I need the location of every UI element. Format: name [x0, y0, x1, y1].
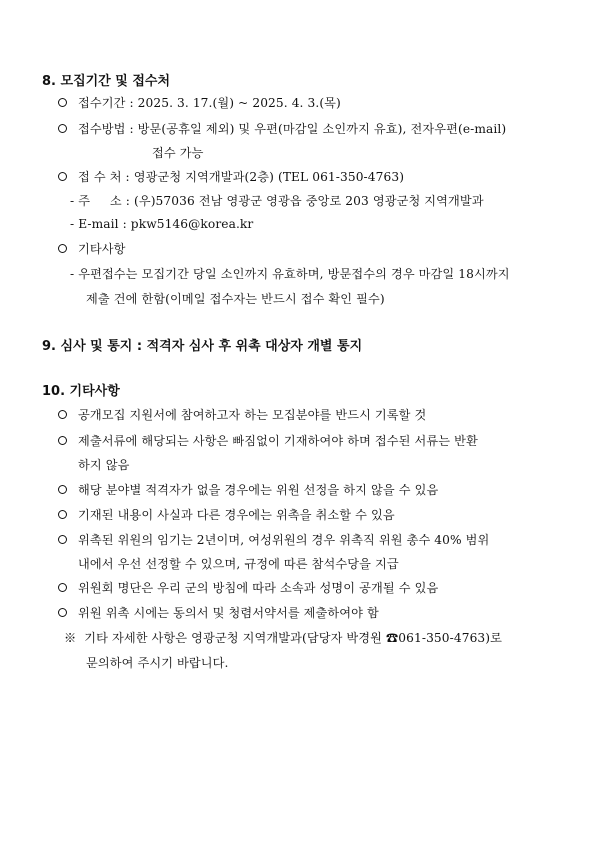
- bullet-icon: [58, 124, 67, 133]
- bullet-icon: [58, 485, 67, 494]
- etc-item-5-line2: 내에서 우선 선정할 수 있으며, 규정에 따른 참석수당을 지급: [78, 557, 399, 571]
- bullet-icon: [58, 608, 67, 617]
- period-text: 접수기간 : 2025. 3. 17.(월) ~ 2025. 4. 3.(목): [78, 96, 341, 110]
- etc-item-1: 공개모집 지원서에 참여하고자 하는 모집분야를 반드시 기록할 것: [78, 408, 427, 422]
- note-line1: ※ 기타 자세한 사항은 영광군청 지역개발과(담당자 박경원 ☎061-350-4763)로: [64, 631, 503, 645]
- bullet-icon: [58, 410, 67, 419]
- etc-item-6: 위원회 명단은 우리 군의 방침에 따라 소속과 성명이 공개될 수 있음: [78, 581, 439, 595]
- bullet-icon: [58, 172, 67, 181]
- etc-item-7: 위원 위촉 시에는 동의서 및 청렴서약서를 제출하여야 함: [78, 606, 379, 620]
- office-text: 접 수 처 : 영광군청 지역개발과(2층) (TEL 061-350-4763): [78, 170, 405, 184]
- method-text-line2: 접수 가능: [152, 146, 204, 160]
- etc-item-3: 해당 분야별 적격자가 없을 경우에는 위원 선정을 하지 않을 수 있음: [78, 483, 439, 497]
- etc-item-4: 기재된 내용이 사실과 다른 경우에는 위촉을 취소할 수 있음: [78, 508, 395, 522]
- etc-item-5-line1: 위촉된 위원의 임기는 2년이며, 여성위원의 경우 위촉직 위원 총수 40% 범위: [78, 533, 490, 547]
- bullet-icon: [58, 436, 67, 445]
- bullet-icon: [58, 583, 67, 592]
- etc-item-2-line2: 하지 않음: [78, 458, 130, 472]
- bullet-icon: [58, 244, 67, 253]
- etc-text-line1: - 우편접수는 모집기간 당일 소인까지 유효하며, 방문접수의 경우 마감일 18시까지: [70, 267, 510, 281]
- email-text: - E-mail : pkw5146@korea.kr: [70, 217, 254, 231]
- section-10-heading: 10. 기타사항: [42, 384, 120, 399]
- section-9-heading: 9. 심사 및 통지 : 적격자 심사 후 위촉 대상자 개별 통지: [42, 339, 363, 354]
- section-8-heading: 8. 모집기간 및 접수처: [42, 74, 171, 89]
- bullet-icon: [58, 510, 67, 519]
- etc-item-2-line1: 제출서류에 해당되는 사항은 빠짐없이 기재하여야 하며 접수된 서류는 반환: [78, 434, 478, 448]
- address-text: - 주 소 : (우)57036 전남 영광군 영광읍 중앙로 203 영광군청 지역개발과: [70, 194, 484, 208]
- note-line2: 문의하여 주시기 바랍니다.: [86, 656, 229, 670]
- etc-text-line2: 제출 건에 한함(이메일 접수자는 반드시 접수 확인 필수): [86, 292, 385, 306]
- bullet-icon: [58, 98, 67, 107]
- bullet-icon: [58, 535, 67, 544]
- etc-title: 기타사항: [78, 242, 126, 256]
- method-text-line1: 접수방법 : 방문(공휴일 제외) 및 우편(마감일 소인까지 유효), 전자우편(e-mail): [78, 122, 507, 136]
